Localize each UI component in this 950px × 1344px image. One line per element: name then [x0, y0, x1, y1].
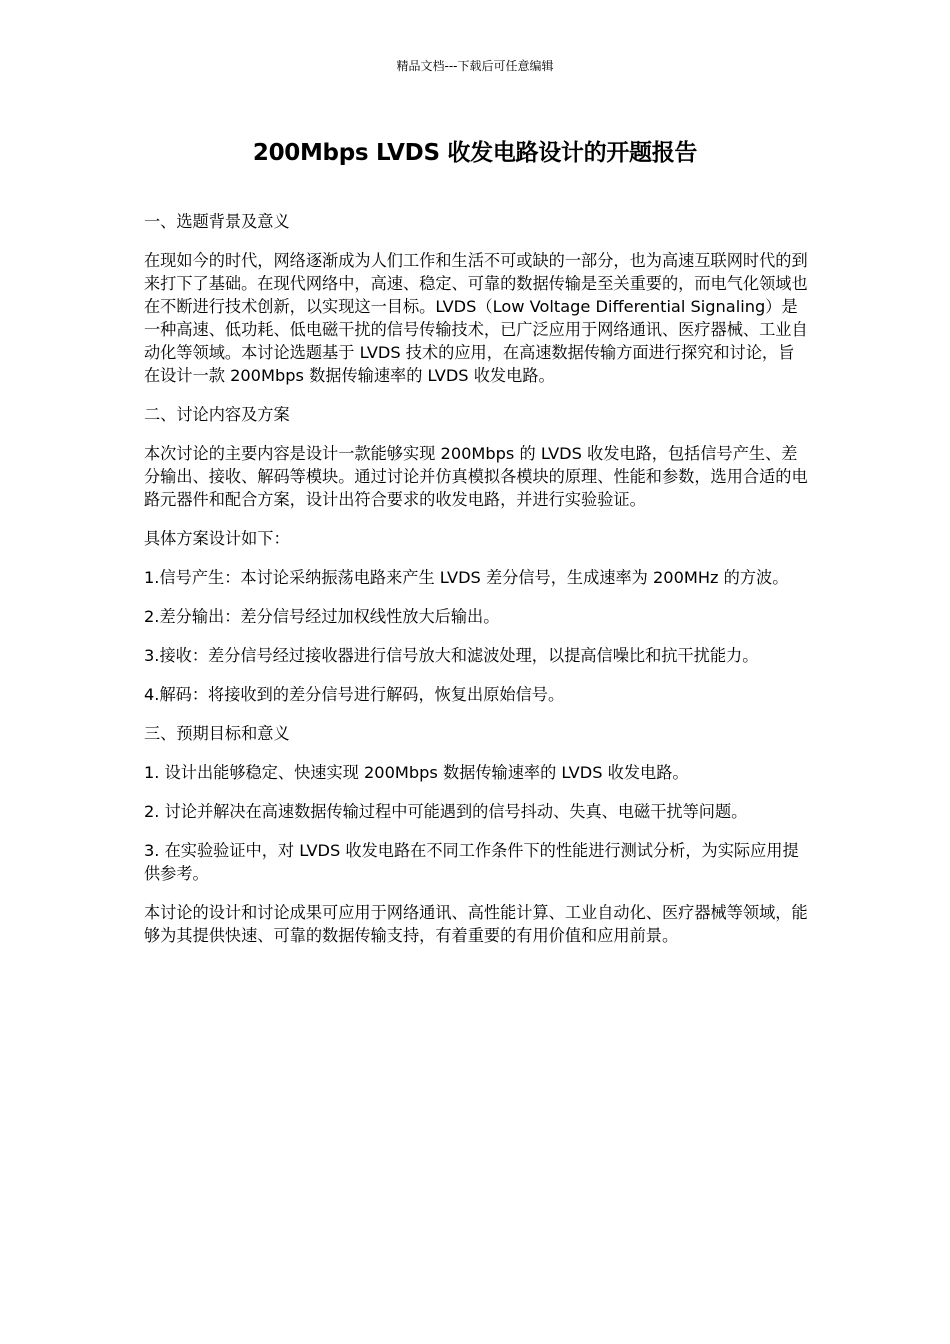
list-item-goal-2: 2. 讨论并解决在高速数据传输过程中可能遇到的信号抖动、失真、电磁干扰等问题。 — [144, 802, 748, 821]
list-item-goal-3: 3. 在实验验证中，对 LVDS 收发电路在不同工作条件下的性能进行测试分析，为实际应用提供参考。 — [144, 841, 799, 883]
section-heading-background: 一、选题背景及意义 — [144, 212, 290, 231]
document-body — [144, 210, 808, 963]
list-item-decode: 4.解码：将接收到的差分信号进行解码，恢复出原始信号。 — [144, 685, 565, 704]
header-note: 精品文档---下载后可任意编辑 — [396, 59, 554, 73]
list-item-signal-generation: 1.信号产生：本讨论采纳振荡电路来产生 LVDS 差分信号，生成速率为 200MHz 的方波。 — [144, 568, 789, 587]
paragraph-background: 在现如今的时代，网络逐渐成为人们工作和生活不可或缺的一部分，也为高速互联网时代的到来打下了基础。在现代网络中，高速、稳定、可靠的数据传输是至关重要的，而电气化领域也在不断进行技术创新，以实现这一目标。LVDS（Low Voltage Differential Signaling）是一种高速、低功耗、低电磁干扰的信号传输技术，已广泛应用于网络通讯、医疗器械、工业自动化等领域。本讨论选题基于 LVDS 技术的应用，在高速数据传输方面进行探究和讨论，旨在设计一款 200Mbps 数据传输速率的 LVDS 收发电路。 — [144, 251, 808, 385]
list-item-goal-1: 1. 设计出能够稳定、快速实现 200Mbps 数据传输速率的 LVDS 收发电路。 — [144, 763, 689, 782]
document-title: 200Mbps LVDS 收发电路设计的开题报告 — [252, 140, 698, 166]
section-heading-content: 二、讨论内容及方案 — [144, 405, 290, 424]
paragraph-content: 本次讨论的主要内容是设计一款能够实现 200Mbps 的 LVDS 收发电路，包括信号产生、差分输出、接收、解码等模块。通过讨论并仿真模拟各模块的原理、性能和参数，选用合适的电路元器件和配合方案，设计出符合要求的收发电路，并进行实验验证。 — [144, 444, 808, 509]
paragraph-conclusion: 本讨论的设计和讨论成果可应用于网络通讯、高性能计算、工业自动化、医疗器械等领域，能够为其提供快速、可靠的数据传输支持，有着重要的有用价值和应用前景。 — [144, 903, 808, 945]
list-item-receive: 3.接收：差分信号经过接收器进行信号放大和滤波处理，以提高信噪比和抗干扰能力。 — [144, 646, 759, 665]
list-item-differential-output: 2.差分输出：差分信号经过加权线性放大后输出。 — [144, 607, 500, 626]
section-heading-goals: 三、预期目标和意义 — [144, 724, 290, 743]
paragraph-plan-intro: 具体方案设计如下： — [144, 529, 290, 548]
